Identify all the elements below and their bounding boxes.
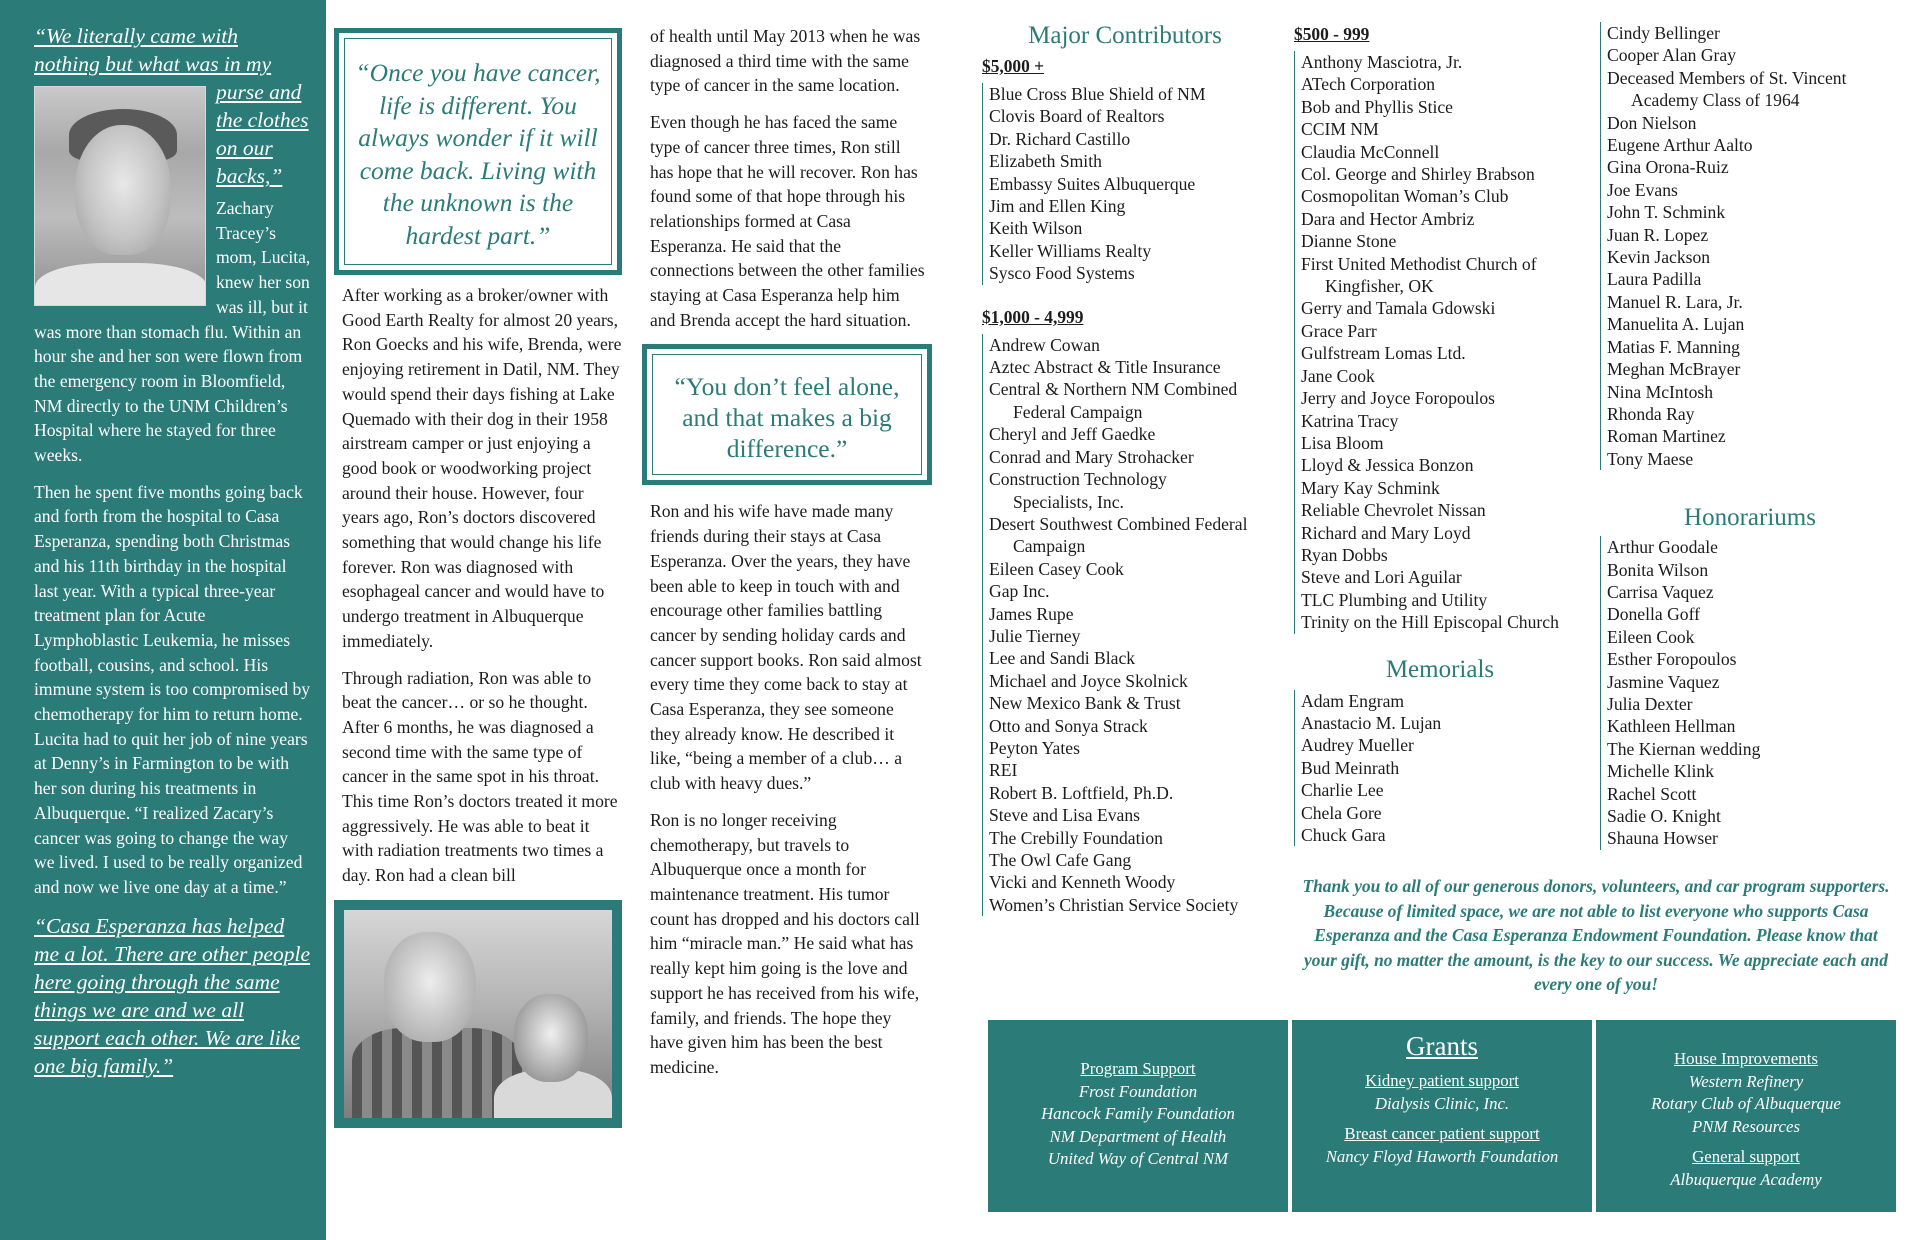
grant-item: PNM Resources — [1692, 1116, 1800, 1136]
quote-line: the clothes — [216, 108, 309, 132]
quote-line: “We literally came with — [34, 24, 239, 48]
name-entry: Academy Class of 1964 — [1631, 90, 1800, 111]
quote-line: purse and — [216, 80, 302, 104]
grant-item: Hancock Family Foundation — [1041, 1104, 1235, 1124]
grants-cell-patient — [1292, 1020, 1592, 1212]
quote-line: nothing but what was in my — [34, 52, 272, 76]
name-entry: Robert B. Loftfield, Ph.D. — [989, 782, 1174, 803]
name-entry: TLC Plumbing and Utility — [1301, 589, 1488, 610]
name-entry: Chela Gore — [1301, 802, 1382, 823]
name-entry: Dara and Hector Ambriz — [1301, 208, 1475, 229]
donor-list-500 — [1294, 51, 1586, 634]
name-entry: Jasmine Vaquez — [1607, 671, 1720, 692]
name-entry: First United Methodist Church of — [1301, 253, 1537, 274]
name-entry: Don Nielson — [1607, 112, 1697, 133]
zachary-opening-quote — [34, 22, 312, 78]
zachary-paragraph: Then he spent five months going back and forth from the hospital to Casa Esperanza, spending both Christmas and his 11th birthday in the hospital last year. With a typical three-year treatment plan for Acute Lymphoblastic Leukemia, he misses football, cousins, and school. His immune system is too compromised by chemotherapy for him to return home. Lucita had to quit her job of nine years at Denny’s in Farmington to be with her son during his treatments in Albuquerque. “I realized Zacary’s cancer was going to change the way we lived. I used to be really organized and now we live one day at a time.” — [34, 481, 311, 897]
name-entry: Mary Kay Schmink — [1301, 477, 1440, 498]
name-entry: Cheryl and Jeff Gaedke — [989, 424, 1156, 445]
name-entry: Nina McIntosh — [1607, 381, 1714, 402]
grant-item: Nancy Floyd Haworth Foundation — [1325, 1146, 1559, 1166]
name-entry: Cooper Alan Gray — [1607, 45, 1736, 66]
name-entry: Sadie O. Knight — [1607, 806, 1721, 826]
name-entry: Michelle Klink — [1607, 761, 1715, 782]
name-entry: Peyton Yates — [989, 737, 1080, 758]
name-entry: CCIM NM — [1301, 119, 1379, 140]
honorariums-heading: Honorariums — [1684, 504, 1816, 532]
ron-brenda-photo — [334, 900, 622, 1128]
name-entry: Deceased Members of St. Vincent — [1607, 67, 1847, 88]
name-entry: Federal Campaign — [1013, 401, 1143, 422]
name-entry: Eileen Casey Cook — [989, 558, 1124, 579]
name-entry: ATech Corporation — [1301, 74, 1436, 95]
grant-item: United Way of Central NM — [1047, 1149, 1229, 1169]
name-entry: Gap Inc. — [989, 581, 1050, 602]
pull-quote-box — [642, 344, 932, 485]
name-entry: Tony Maese — [1607, 448, 1694, 469]
name-entry: Audrey Mueller — [1301, 735, 1414, 756]
name-entry: Aztec Abstract & Title Insurance — [989, 357, 1221, 378]
name-entry: Kevin Jackson — [1607, 247, 1711, 268]
name-entry: John T. Schmink — [1607, 202, 1726, 223]
grant-item: Frost Foundation — [1078, 1081, 1198, 1101]
grant-heading: House Improvements — [1673, 1049, 1818, 1068]
name-entry: Michael and Joyce Skolnick — [989, 670, 1188, 691]
name-entry: Esther Foropoulos — [1607, 649, 1737, 670]
grants-panel — [988, 1020, 1896, 1212]
name-entry: Conrad and Mary Strohacker — [989, 446, 1194, 467]
name-entry: Meghan McBrayer — [1607, 359, 1741, 380]
name-entry: Anastacio M. Lujan — [1301, 712, 1442, 733]
name-entry: Otto and Sonya Strack — [989, 715, 1148, 736]
ron-paragraph: After working as a broker/owner with Good Earth Realty for almost 20 years, Ron Goecks and his wife, Brenda, were enjoying retirement in Datil, NM. They would spend their days fishing at Lake Quemado with their dog in their 1958 airstream camper or just enjoying a good book or woodworking project around their house. However, four years ago, Ron’s doctors discovered something that would change his life forever. Ron was diagnosed with esophageal cancer and would have to undergo treatment in Albuquerque immediately. — [342, 285, 622, 651]
name-entry: Cindy Bellinger — [1607, 23, 1720, 43]
ron-paragraph: Ron and his wife have made many friends during their stays at Casa Esperanza. Over the years, they have been able to keep in touch with and encourage other families battling cancer by sending holiday cards and cancer support books. Ron said almost every time they come back to stay at Casa Esperanza, they see someone they already know. He described it like, “being a member of a club… a club with heavy dues.” — [650, 501, 922, 794]
name-entry: Jerry and Joyce Foropoulos — [1301, 388, 1495, 409]
zachary-photo — [34, 86, 206, 306]
pull-quote-box — [334, 28, 622, 275]
ron-paragraph: Ron is no longer receiving chemotherapy, but travels to Albuquerque once a month for maintenance treatment. His tumor count has dropped and his doctors call him “miracle man.” He said what has really kept him going is the love and support he has received from his wife, family, and friends. The hope they have given him has been the best medicine. — [650, 809, 920, 1077]
ron-paragraph: Even though he has faced the same type of cancer three times, Ron still has hope that he will recover. Ron has found some of that hope through his relationships formed at Casa Esperanza. He said that the connections between the other families staying at Casa Esperanza help him and Brenda accept the hard situation. — [650, 112, 925, 330]
name-entry: Bud Meinrath — [1301, 757, 1400, 778]
name-entry: Blue Cross Blue Shield of NM — [989, 84, 1206, 104]
name-entry: Eileen Cook — [1607, 626, 1695, 647]
name-entry: Sysco Food Systems — [989, 263, 1135, 284]
thank-you-note: Thank you to all of our generous donors, volunteers, and car program supporters. Because of limited space, we are not able to list everyone who supports Casa Esperanza and the Casa Esperanza Endowment Foundation. Please know that your gift, no matter the amount, is the key to our success. We appreciate each and every one of you! — [1302, 876, 1890, 995]
contributors-500-continued — [1600, 22, 1900, 850]
grant-item: NM Department of Health — [1049, 1126, 1227, 1146]
pull-quote-alone: “You don’t feel alone, and that makes a big difference.” — [652, 354, 922, 475]
name-entry: Roman Martinez — [1607, 426, 1726, 447]
name-entry: Cosmopolitan Woman’s Club — [1301, 186, 1509, 207]
name-entry: Rachel Scott — [1607, 783, 1697, 804]
name-entry: Lisa Bloom — [1301, 432, 1384, 453]
name-entry: Women’s Christian Service Society — [989, 894, 1239, 915]
name-entry: Dr. Richard Castillo — [989, 128, 1131, 149]
name-entry: Steve and Lori Aguilar — [1301, 567, 1462, 588]
name-entry: Dianne Stone — [1301, 231, 1397, 252]
name-entry: Richard and Mary Loyd — [1301, 522, 1471, 543]
name-entry: Adam Engram — [1301, 690, 1405, 711]
name-entry: New Mexico Bank & Trust — [989, 693, 1181, 714]
name-entry: The Kiernan wedding — [1607, 738, 1761, 759]
name-entry: Steve and Lisa Evans — [989, 805, 1140, 826]
zachary-closing-quote: “Casa Esperanza has helped me a lot. There are other people here going through the same things we are and we all support each other. We are like one big family.” — [34, 913, 311, 1078]
name-entry: Joe Evans — [1607, 179, 1678, 200]
donor-list-1000 — [982, 334, 1282, 917]
name-entry: The Crebilly Foundation — [989, 827, 1163, 848]
name-entry: Kingfisher, OK — [1325, 276, 1434, 297]
name-entry: Ryan Dobbs — [1301, 544, 1388, 565]
grant-heading: Kidney patient support — [1365, 1071, 1519, 1090]
name-entry: Julie Tierney — [989, 625, 1081, 646]
ron-story-column-2 — [650, 24, 928, 1092]
name-entry: Rhonda Ray — [1607, 403, 1695, 424]
quote-line: backs,” — [216, 164, 283, 188]
major-contributors-heading: Major Contributors — [1028, 22, 1222, 49]
name-entry: Gerry and Tamala Gdowski — [1301, 298, 1496, 319]
name-entry: Central & Northern NM Combined — [989, 379, 1238, 400]
grant-item: Western Refinery — [1688, 1071, 1804, 1091]
memorials-list — [1294, 690, 1586, 847]
name-entry: Construction Technology — [989, 469, 1167, 490]
name-entry: Embassy Suites Albuquerque — [989, 173, 1196, 194]
grants-cell-house — [1596, 1020, 1896, 1212]
name-entry: Manuelita A. Lujan — [1607, 314, 1745, 335]
name-entry: Jane Cook — [1301, 365, 1375, 386]
donor-list-5000 — [982, 83, 1282, 285]
name-entry: Anthony Masciotra, Jr. — [1301, 52, 1463, 72]
tier-5000-heading: $5,000 + — [982, 56, 1045, 76]
grant-item: Albuquerque Academy — [1670, 1169, 1822, 1189]
grant-heading: General support — [1692, 1147, 1800, 1167]
name-entry: Shauna Howser — [1607, 828, 1718, 849]
name-entry: Gina Orona-Ruiz — [1607, 157, 1729, 178]
name-entry: Charlie Lee — [1301, 780, 1384, 801]
name-entry: Campaign — [1013, 536, 1086, 557]
name-entry: Matias F. Manning — [1607, 336, 1740, 357]
tier-1000-heading: $1,000 - 4,999 — [982, 306, 1084, 327]
name-entry: Jim and Ellen King — [989, 196, 1126, 217]
name-entry: Lee and Sandi Black — [989, 648, 1136, 669]
name-entry: Col. George and Shirley Brabson — [1301, 164, 1535, 185]
grant-item: Rotary Club of Albuquerque — [1651, 1094, 1841, 1114]
ron-story-column-1 — [334, 28, 622, 1128]
name-entry: Eugene Arthur Aalto — [1607, 135, 1753, 156]
quote-line: on our — [216, 136, 273, 160]
name-entry: Keith Wilson — [989, 218, 1083, 239]
grant-heading: Program Support — [1080, 1059, 1196, 1078]
memorials-heading: Memorials — [1385, 655, 1495, 683]
name-entry: Andrew Cowan — [989, 334, 1100, 355]
ron-paragraph: Through radiation, Ron was able to beat the cancer… or so he thought. After 6 months, he was diagnosed a second time with the same type of cancer in the same spot in his throat. This time Ron’s doctors treated it more aggressively. He was able to beat it with radiation treatments two times a day. Ron had a clean bill — [342, 667, 618, 886]
name-entry: Clovis Board of Realtors — [989, 106, 1165, 127]
name-entry: Desert Southwest Combined Federal — [989, 513, 1248, 534]
name-entry: The Owl Cafe Gang — [989, 850, 1132, 870]
name-entry: Specialists, Inc. — [1013, 491, 1124, 512]
name-entry: Chuck Gara — [1301, 825, 1386, 845]
major-contributors — [982, 22, 1282, 916]
name-entry: Gulfstream Lomas Ltd. — [1301, 343, 1466, 364]
name-entry: Claudia McConnell — [1301, 141, 1440, 162]
grant-item: Dialysis Clinic, Inc. — [1374, 1093, 1510, 1113]
name-entry: Lloyd & Jessica Bonzon — [1301, 455, 1474, 476]
zachary-intro: Zachary Tracey’s mom, Lucita, knew her son was ill, but it was more than stomach flu. Within an hour she and her son were flown from the emergency room in Bloomfield, NM directly to the UNM Children’s Hospital where he stayed for three weeks. — [34, 198, 311, 466]
name-entry: Laura Padilla — [1607, 269, 1702, 290]
name-entry: Trinity on the Hill Episcopal Church — [1301, 612, 1559, 633]
name-entry: Katrina Tracy — [1301, 410, 1399, 431]
grants-cell-program — [988, 1020, 1288, 1212]
name-entry: Julia Dexter — [1607, 693, 1693, 714]
name-entry: Bonita Wilson — [1607, 559, 1709, 580]
name-entry: Kathleen Hellman — [1607, 716, 1736, 737]
name-entry: Carrisa Vaquez — [1607, 581, 1714, 602]
honorariums-list — [1600, 536, 1900, 850]
name-entry: Grace Parr — [1301, 320, 1377, 341]
contributors-500 — [1294, 24, 1586, 846]
name-entry: Manuel R. Lara, Jr. — [1607, 291, 1743, 312]
tier-500-heading: $500 - 999 — [1294, 24, 1370, 44]
name-entry: Juan R. Lopez — [1607, 224, 1709, 245]
name-entry: Arthur Goodale — [1607, 537, 1718, 558]
name-entry: Bob and Phyllis Stice — [1301, 96, 1453, 117]
pull-quote-cancer: “Once you have cancer, life is different. You always wonder if it will come back. Living with the unknown is the hardest part.” — [344, 38, 612, 265]
name-entry: Donella Goff — [1607, 604, 1700, 625]
zachary-story-sidebar — [0, 0, 326, 1240]
name-entry: Keller Williams Realty — [989, 240, 1152, 261]
name-entry: REI — [989, 760, 1018, 781]
name-entry: Reliable Chevrolet Nissan — [1301, 500, 1486, 521]
name-entry: Vicki and Kenneth Woody — [989, 872, 1176, 893]
donor-list-500-cont — [1600, 22, 1900, 470]
grants-title: Grants — [1406, 1031, 1478, 1061]
name-entry: Elizabeth Smith — [989, 151, 1102, 172]
grant-heading: Breast cancer patient support — [1344, 1124, 1540, 1144]
name-entry: James Rupe — [989, 603, 1074, 624]
ron-paragraph: of health until May 2013 when he was diagnosed a third time with the same type of cancer in the same location. — [650, 26, 921, 96]
